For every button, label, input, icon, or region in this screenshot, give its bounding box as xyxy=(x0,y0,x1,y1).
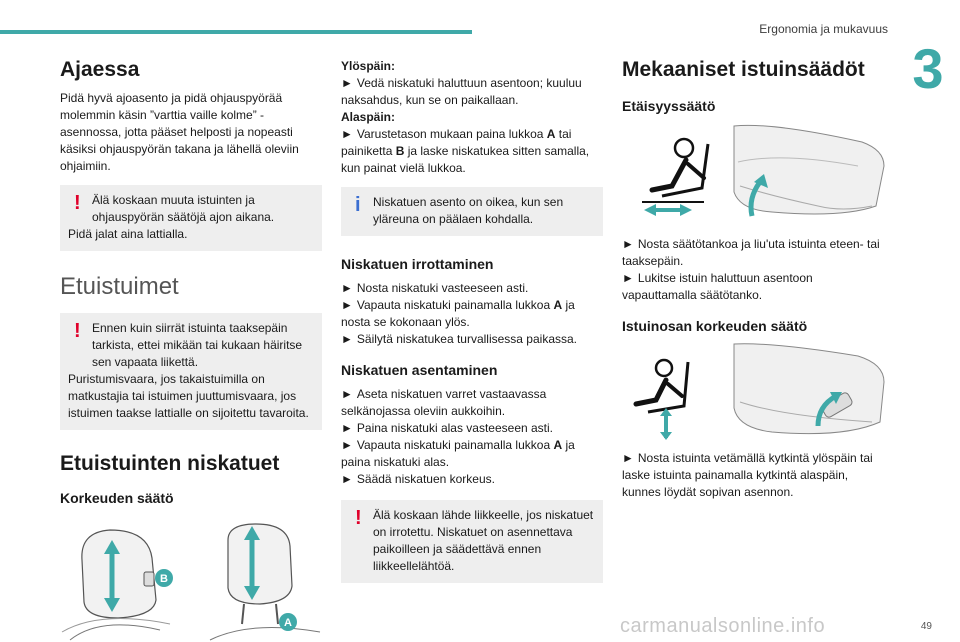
bullet-icon: ► xyxy=(341,281,353,295)
irr-text-1: Nosta niskatuki vasteeseen asti. xyxy=(356,281,529,295)
ylospain-label: Ylöspäin: xyxy=(341,59,396,73)
bullet-icon: ► xyxy=(341,472,353,486)
warning-icon: ! xyxy=(355,507,362,529)
headrest-illustration xyxy=(60,520,322,642)
bullet-icon: ► xyxy=(341,332,353,346)
warning-icon: ! xyxy=(74,320,81,342)
alaspain-b: B xyxy=(395,144,405,158)
bullet-icon: ► xyxy=(341,127,353,141)
info-box-headrest xyxy=(341,187,603,236)
etaisyys-heading: Etäisyyssäätö xyxy=(622,98,716,114)
mekaaniset-heading: Mekaaniset istuinsäädöt xyxy=(622,58,865,81)
as-text-3c: ja paina niskatuki alas. xyxy=(341,438,575,469)
et-text-1: Nosta säätötankoa ja liu'uta istuinta eteen- tai taaksepäin. xyxy=(622,237,880,268)
warning-box-seats xyxy=(60,313,322,430)
warning-box-driving xyxy=(60,185,322,251)
info-icon: i xyxy=(355,194,361,216)
page-number: 49 xyxy=(920,621,932,632)
height-illustration xyxy=(622,342,886,442)
warning-text-4: Puristumisvaara, jos takaistuimilla on matkustajia tai istuimen juuttumisvaara, jos istuimen taakse lattialle on sijoitettu tavaroita. xyxy=(68,372,309,420)
warning-text-2: Pidä jalat aina lattialla. xyxy=(68,227,188,241)
as-a: A xyxy=(553,438,563,452)
info-text: Niskatuen asento on oikea, kun sen yläreuna on päälaen kohdalla. xyxy=(373,195,564,226)
watermark: carmanualsonline.info xyxy=(620,615,826,637)
distance-illustration xyxy=(622,122,886,224)
warning-text-5: Älä koskaan lähde liikkeelle, jos niskatuet on irrotettu. Niskatuet on asennettava paikoilleen ja säädettävä ennen liikkeellelähtöä. xyxy=(373,508,594,573)
bullet-icon: ► xyxy=(341,438,353,452)
alaspain-text-3: ja laske niskatukea sitten samalla, kun painat vielä lukkoa. xyxy=(341,144,590,175)
alaspain-step xyxy=(341,126,603,177)
alaspain-text-1: Varustetason mukaan paina lukkoa xyxy=(356,127,547,141)
chapter-number: 3 xyxy=(912,37,944,100)
headrest-figure xyxy=(60,520,322,642)
callout-b: B xyxy=(160,573,168,585)
irr-text-2c: ja nosta se kokonaan ylös. xyxy=(341,298,575,329)
bullet-icon: ► xyxy=(622,271,634,285)
as-step-2 xyxy=(341,420,603,437)
et-step-2 xyxy=(622,270,886,304)
alaspain-text-2: tai painiketta xyxy=(341,127,572,158)
asentaminen-heading: Niskatuen asentaminen xyxy=(341,362,498,378)
korkeus-heading: Korkeuden säätö xyxy=(60,490,174,506)
niskatuet-heading: Etuistuinten niskatuet xyxy=(60,452,280,475)
etuistuimet-heading: Etuistuimet xyxy=(60,273,179,300)
ajaessa-text: Pidä hyvä ajoasento ja pidä ohjauspyörää molemmin käsin ”varttia vaille kolme” -asennossa, jotta pääset helposti ja nopeasti käsiksi ohjauspyörän takana ja lähellä oleviin ohjaimiin. xyxy=(60,91,299,173)
bullet-icon: ► xyxy=(622,451,634,465)
irrottaminen-heading: Niskatuen irrottaminen xyxy=(341,256,494,272)
ylospain-text: Vedä niskatuki haluttuun asentoon; kuuluu naksahdus, kun se on paikallaan. xyxy=(341,76,582,107)
distance-figure xyxy=(622,122,886,224)
as-step-4 xyxy=(341,471,603,488)
bullet-icon: ► xyxy=(341,421,353,435)
bullet-icon: ► xyxy=(341,387,353,401)
header-accent-bar xyxy=(0,30,472,34)
chapter-tab xyxy=(896,37,960,100)
as-text-4: Säädä niskatuen korkeus. xyxy=(356,472,495,486)
column-middle xyxy=(341,58,603,583)
as-text-3a: Vapauta niskatuki painamalla lukkoa xyxy=(356,438,554,452)
height-figure xyxy=(622,342,886,442)
ko-step-1 xyxy=(622,450,886,501)
irr-text-3: Säilytä niskatukea turvallisessa paikassa. xyxy=(356,332,577,346)
bullet-icon: ► xyxy=(622,237,634,251)
as-step-1 xyxy=(341,386,603,420)
irr-step-1 xyxy=(341,280,603,297)
bullet-icon: ► xyxy=(341,76,353,90)
warning-text-1: Älä koskaan muuta istuinten ja ohjauspyörän säätöjä ajon aikana. xyxy=(92,193,275,224)
column-right xyxy=(622,52,886,501)
bullet-icon: ► xyxy=(341,298,353,312)
warning-box-headrest xyxy=(341,500,603,583)
irr-step-3 xyxy=(341,331,603,348)
irr-a: A xyxy=(553,298,563,312)
callout-a: A xyxy=(284,617,292,629)
et-text-2: Lukitse istuin haluttuun asentoon vapauttamalla säätötanko. xyxy=(622,271,813,302)
ko-text-1: Nosta istuinta vetämällä kytkintä ylöspäin tai laske istuinta painamalla kytkintä alaspäin, kunnes löydät sopivan asennon. xyxy=(622,451,873,499)
section-title: Ergonomia ja mukavuus xyxy=(759,22,888,36)
irr-step-2 xyxy=(341,297,603,331)
as-text-1: Aseta niskatuen varret vastaavassa selkänojassa oleviin aukkoihin. xyxy=(341,387,547,418)
warning-icon: ! xyxy=(74,192,81,214)
ajaessa-heading: Ajaessa xyxy=(60,58,140,81)
column-left xyxy=(60,52,322,642)
irr-text-2a: Vapauta niskatuki painamalla lukkoa xyxy=(356,298,554,312)
alaspain-a: A xyxy=(546,127,556,141)
et-step-1 xyxy=(622,236,886,270)
as-step-3 xyxy=(341,437,603,471)
warning-text-3: Ennen kuin siirrät istuinta taaksepäin tarkista, ettei mikään tai kukaan häiritse sen vapaata liikettä. xyxy=(92,321,303,369)
as-text-2: Paina niskatuki alas vasteeseen asti. xyxy=(356,421,554,435)
ylospain-step xyxy=(341,75,603,109)
istuin-korkeus-heading: Istuinosan korkeuden säätö xyxy=(622,318,808,334)
alaspain-label: Alaspäin: xyxy=(341,110,396,124)
